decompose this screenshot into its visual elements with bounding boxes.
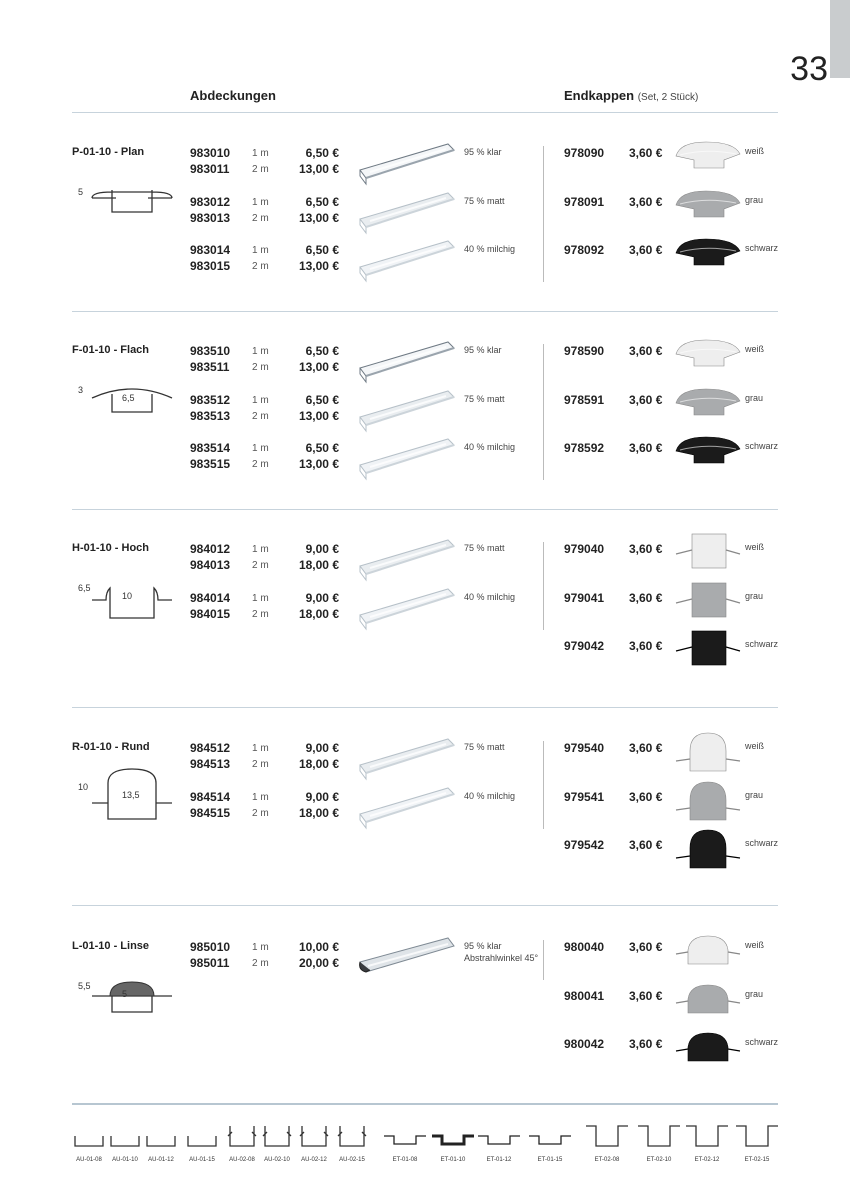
endcap-article-number: 980042 [564,1037,605,1051]
cover-article-number: 985010 [190,940,231,954]
cover-article-number: 984013 [190,558,231,572]
dimension-label: 10 [78,782,89,792]
cover-price: 13,00 € [298,259,339,273]
endcap-article-number: 979541 [564,790,605,804]
profile-thumbnail-label: AU-02-15 [339,1157,365,1163]
cover-price: 6,50 € [305,344,339,358]
profile-thumbnail [636,1120,682,1163]
endcap-price: 3,60 € [629,639,663,653]
cover-length: 1 m [252,197,269,208]
cover-strip-image [356,936,456,985]
endcap-color: schwarz [745,838,779,848]
page-number: 33 [790,50,828,88]
cover-strip-image [356,437,456,486]
cover-article-number: 983011 [190,162,230,176]
cover-price: 9,00 € [305,741,339,755]
profile-thumbnail [430,1120,476,1163]
cover-description: 95 % klar Abstrahlwinkel 45° [464,941,539,963]
profile-thumbnail-label: ET-01-12 [486,1157,512,1163]
profile-thumbnail [476,1120,522,1163]
product-title: H-01-10 - Hoch [72,542,150,554]
cover-article-number: 983513 [190,409,231,423]
product-section [0,146,850,326]
profile-overview-strip [72,1120,782,1180]
endcap-color: schwarz [745,243,779,253]
endcap-color: schwarz [745,441,779,451]
endcap-price: 3,60 € [629,1037,663,1051]
cover-strip-image [356,191,456,240]
cover-article-number: 983013 [190,211,231,225]
endcap-price: 3,60 € [629,441,663,455]
profile-thumbnail [527,1120,573,1163]
endcap-article-number: 978092 [564,243,605,257]
endcap-image [672,136,744,177]
profile-thumbnail [584,1120,630,1163]
product-section [0,344,850,524]
column-divider [543,344,544,480]
cover-price: 18,00 € [298,806,339,820]
cover-description: 75 % matt [464,394,505,404]
profile-thumbnail-label: AU-02-10 [264,1157,290,1163]
endcap-article-number: 978090 [564,146,605,160]
endcap-price: 3,60 € [629,940,663,954]
product-title: F-01-10 - Flach [72,344,150,356]
product-section [0,741,850,921]
cover-description: 95 % klar [464,147,502,157]
product-title: L-01-10 - Linse [72,940,150,952]
cover-strip-image [356,239,456,288]
endcap-color: weiß [745,344,765,354]
cover-article-number: 983014 [190,243,231,257]
cover-price: 18,00 € [298,757,339,771]
profile-thumbnail-label: ET-02-08 [594,1157,620,1163]
dimension-label: 6,5 [78,583,91,593]
endcap-image [672,185,744,226]
cover-price: 13,00 € [298,409,339,423]
endcap-color: weiß [745,542,765,552]
endcap-image [672,930,744,975]
cover-article-number: 984514 [190,790,231,804]
cover-article-number: 984512 [190,741,231,755]
endcap-image [672,828,744,877]
cover-price: 6,50 € [305,195,339,209]
cover-article-number: 984515 [190,806,231,820]
endcap-image [672,979,744,1024]
dimension-label: 13,5 [122,790,140,800]
cover-price: 13,00 € [298,360,339,374]
cover-length: 1 m [252,245,269,256]
profile-thumbnail [382,1120,428,1163]
profile-thumbnail [684,1120,730,1163]
endcap-price: 3,60 € [629,790,663,804]
cover-length: 1 m [252,593,269,604]
cover-price: 18,00 € [298,607,339,621]
cover-description: 40 % milchig [464,244,516,254]
cover-price: 13,00 € [298,457,339,471]
column-divider [543,542,544,630]
cover-description: 95 % klar [464,345,502,355]
cover-length: 2 m [252,759,269,770]
endcap-image [672,1027,744,1072]
cover-article-number: 983012 [190,195,231,209]
product-section [0,940,850,1120]
cover-strip-image [356,389,456,438]
dimension-label: 3 [78,385,84,395]
endcap-price: 3,60 € [629,243,663,257]
cover-article-number: 983010 [190,146,231,160]
dimension-label: 6,5 [122,393,135,403]
cover-price: 9,00 € [305,790,339,804]
cover-article-number: 983015 [190,259,231,273]
profile-thumbnail [297,1120,331,1163]
cover-article-number: 985011 [190,956,230,970]
cover-length: 2 m [252,411,269,422]
profile-thumbnail-label: AU-02-08 [229,1157,255,1163]
profile-thumbnail [72,1120,106,1163]
endcap-image [672,334,744,375]
profile-thumbnail [734,1120,780,1163]
cover-length: 2 m [252,164,269,175]
cover-price: 20,00 € [298,956,339,970]
cover-price: 18,00 € [298,558,339,572]
column-divider [543,146,544,282]
endcap-article-number: 978592 [564,441,605,455]
endcap-color: schwarz [745,1037,779,1047]
cover-price: 13,00 € [298,211,339,225]
cover-price: 10,00 € [298,940,339,954]
endcap-article-number: 979040 [564,542,605,556]
endcap-article-number: 978091 [564,195,605,209]
profile-thumbnail-label: ET-02-12 [694,1157,720,1163]
profile-thumbnail-label: AU-01-15 [189,1157,215,1163]
endcap-article-number: 980040 [564,940,605,954]
cover-article-number: 984513 [190,757,231,771]
endcap-article-number: 979542 [564,838,605,852]
profile-thumbnail-label: ET-01-15 [537,1157,563,1163]
endcap-price: 3,60 € [629,146,663,160]
profile-thumbnail-label: AU-02-12 [301,1157,327,1163]
endcap-price: 3,60 € [629,344,663,358]
cover-length: 2 m [252,958,269,969]
dimension-label: 5,5 [78,981,91,991]
endcap-article-number: 979540 [564,741,605,755]
profile-thumbnail [335,1120,369,1163]
cover-length: 2 m [252,213,269,224]
cover-price: 6,50 € [305,146,339,160]
cover-price: 6,50 € [305,393,339,407]
endcap-color: weiß [745,940,765,950]
endcap-color: grau [745,989,764,999]
endcap-article-number: 978590 [564,344,605,358]
cover-description: 40 % milchig [464,442,516,452]
cover-description: 75 % matt [464,196,505,206]
endcap-image [672,233,744,274]
endcap-article-number: 978591 [564,393,605,407]
divider [72,112,778,113]
profile-thumbnail-label: AU-01-12 [148,1157,174,1163]
endcap-color: grau [745,790,764,800]
cover-price: 9,00 € [305,542,339,556]
endcap-price: 3,60 € [629,838,663,852]
endcap-price: 3,60 € [629,741,663,755]
cover-length: 2 m [252,560,269,571]
cover-strip-image [356,587,456,636]
cover-article-number: 984014 [190,591,231,605]
profile-thumbnail-label: ET-02-15 [744,1157,770,1163]
profile-thumbnail-label: AU-01-10 [112,1157,138,1163]
cover-length: 1 m [252,743,269,754]
cover-article-number: 983510 [190,344,231,358]
endcaps-header: Endkappen (Set, 2 Stück) [564,88,699,103]
endcap-price: 3,60 € [629,591,663,605]
cover-length: 1 m [252,148,269,159]
endcap-image [672,532,744,577]
endcap-article-number: 979041 [564,591,605,605]
profile-thumbnail [108,1120,142,1163]
profile-thumbnail [185,1120,219,1163]
cover-length: 2 m [252,261,269,272]
dimension-label: 5 [122,989,128,999]
endcap-price: 3,60 € [629,195,663,209]
profile-thumbnail-label: ET-02-10 [646,1157,672,1163]
endcap-image [672,581,744,626]
cover-description: 40 % milchig [464,791,516,801]
cover-strip-image [356,340,456,389]
endcap-article-number: 980041 [564,989,605,1003]
cover-strip-image [356,737,456,786]
covers-header: Abdeckungen [190,88,276,103]
endcap-color: weiß [745,741,765,751]
dimension-label: 5 [78,187,84,197]
endcap-image [672,780,744,829]
cover-article-number: 984012 [190,542,231,556]
endcap-price: 3,60 € [629,393,663,407]
endcap-image [672,431,744,472]
cover-length: 1 m [252,792,269,803]
column-divider [543,741,544,829]
cover-length: 2 m [252,609,269,620]
cover-length: 2 m [252,362,269,373]
dimension-label: 10 [122,591,133,601]
endcap-color: grau [745,195,764,205]
cover-description: 75 % matt [464,742,505,752]
cover-length: 1 m [252,346,269,357]
cover-article-number: 983511 [190,360,230,374]
cover-price: 6,50 € [305,243,339,257]
cover-strip-image [356,538,456,587]
cover-price: 9,00 € [305,591,339,605]
cover-length: 1 m [252,942,269,953]
endcap-color: schwarz [745,639,779,649]
cover-length: 2 m [252,459,269,470]
cover-length: 1 m [252,443,269,454]
cover-article-number: 984015 [190,607,231,621]
profile-thumbnail [144,1120,178,1163]
endcap-color: grau [745,591,764,601]
cover-article-number: 983514 [190,441,231,455]
product-title: P-01-10 - Plan [72,146,145,158]
profile-thumbnail [260,1120,294,1163]
cover-strip-image [356,142,456,191]
page-tab-marker [830,0,850,78]
endcap-color: weiß [745,146,765,156]
endcap-image [672,383,744,424]
endcap-price: 3,60 € [629,989,663,1003]
cover-article-number: 983512 [190,393,231,407]
profile-drawing [72,168,182,235]
cover-length: 2 m [252,808,269,819]
endcap-color: grau [745,393,764,403]
cover-price: 6,50 € [305,441,339,455]
cover-description: 40 % milchig [464,592,516,602]
profile-thumbnail-label: AU-01-08 [76,1157,102,1163]
endcap-article-number: 979042 [564,639,605,653]
cover-article-number: 983515 [190,457,231,471]
column-divider [543,940,544,980]
product-title: R-01-10 - Rund [72,741,150,753]
cover-price: 13,00 € [298,162,339,176]
product-section [0,542,850,722]
cover-strip-image [356,786,456,835]
endcap-image [672,731,744,780]
profile-thumbnail-label: ET-01-10 [440,1157,466,1163]
endcap-price: 3,60 € [629,542,663,556]
endcap-image [672,629,744,674]
cover-length: 1 m [252,395,269,406]
cover-length: 1 m [252,544,269,555]
cover-description: 75 % matt [464,543,505,553]
profile-thumbnail [225,1120,259,1163]
profile-thumbnail-label: ET-01-08 [392,1157,418,1163]
